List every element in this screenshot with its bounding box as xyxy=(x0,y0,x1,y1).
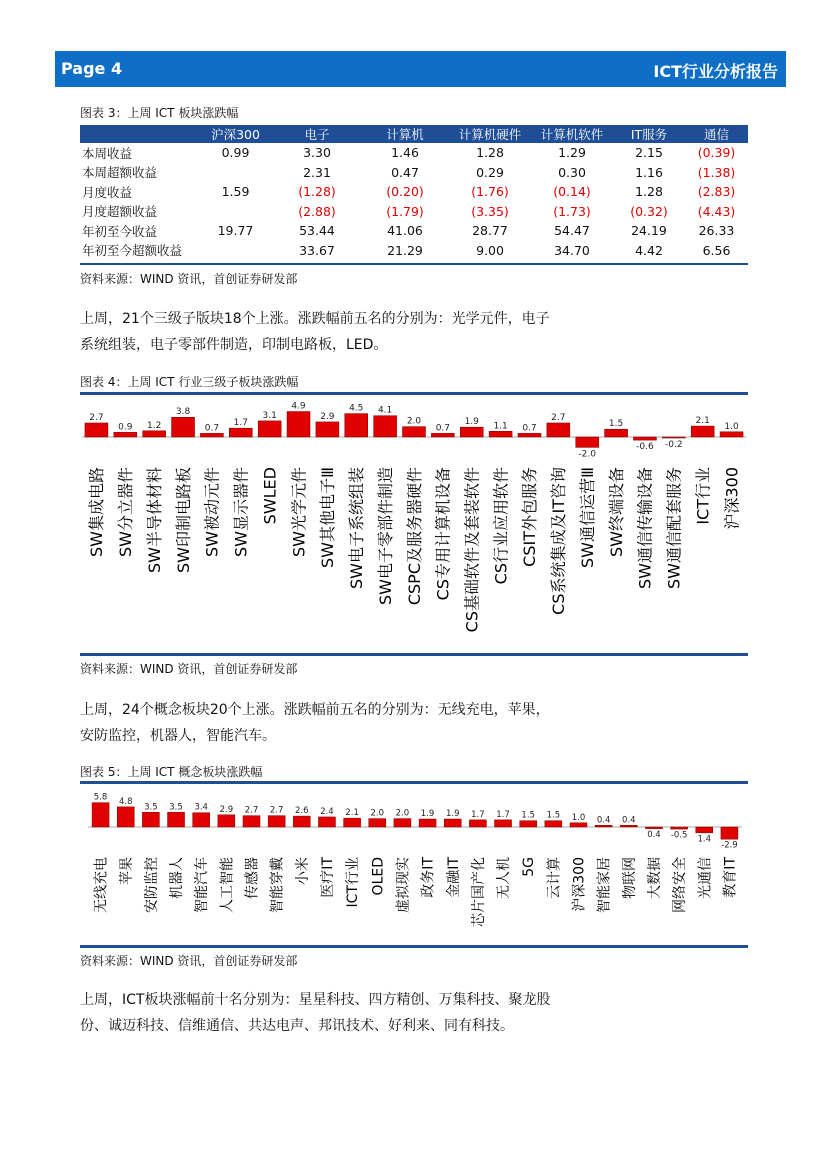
report-title: ICT行业分析报告 xyxy=(653,62,778,81)
data-label: -2.9 xyxy=(721,840,738,851)
bar xyxy=(344,818,361,827)
bar xyxy=(117,807,134,827)
bar xyxy=(469,820,486,827)
data-label: 1.7 xyxy=(496,809,510,820)
subsector-bar-chart xyxy=(80,395,748,653)
category-label: SW光学元件 xyxy=(289,467,309,557)
data-label: 2.6 xyxy=(295,806,309,817)
paragraph-2: 上周，24个概念板块20个上涨。涨跌幅前五名的分别为：无线充电，苹果，安防监控，机器人，智能汽车。 xyxy=(80,702,550,744)
bar xyxy=(114,432,137,437)
column-header: 电子 xyxy=(273,125,361,143)
data-label: 1.5 xyxy=(608,419,624,430)
data-label: 1.2 xyxy=(147,420,162,431)
row-label: 本周超额收益 xyxy=(82,165,158,181)
table-cell: 41.06 xyxy=(387,223,423,239)
table-cell: 53.44 xyxy=(299,223,335,239)
bar xyxy=(394,819,411,827)
table-row xyxy=(80,182,748,202)
category-label: SW终端设备 xyxy=(606,467,626,557)
data-label: -0.6 xyxy=(636,442,654,453)
category-label: 安防监控 xyxy=(143,857,160,913)
table-cell: 1.28 xyxy=(635,184,663,200)
category-label: CSIT外包服务 xyxy=(520,467,540,567)
figure5-bottom-rule xyxy=(80,945,748,948)
table-cell: (1.76) xyxy=(471,184,509,200)
bar xyxy=(345,414,368,437)
page-header xyxy=(55,51,786,87)
ict-sector-table xyxy=(80,125,748,260)
table-cell: (0.20) xyxy=(386,184,424,200)
bar xyxy=(218,815,235,827)
figure4-source: 资料来源：WIND 资讯，首创证券研发部 xyxy=(80,662,298,676)
data-label: 2.0 xyxy=(406,416,422,427)
bar xyxy=(545,821,562,827)
bar xyxy=(645,827,662,829)
category-label: 机器人 xyxy=(169,857,186,899)
table-cell: 1.16 xyxy=(635,164,663,180)
page-number: Page 4 xyxy=(61,59,123,78)
figure3-source: 资料来源：WIND 资讯，首创证券研发部 xyxy=(80,272,298,286)
bar xyxy=(369,819,386,827)
bar xyxy=(518,433,541,437)
paragraph-1: 上周，21个三级子版块18个上涨。涨跌幅前五名的分别为：光学元件，电子系统组装，电子零部件制造，印制电路板，LED。 xyxy=(80,311,550,353)
data-label: 2.7 xyxy=(269,805,284,816)
table-cell: 1.28 xyxy=(476,145,504,161)
paragraph-3: 上周，ICT板块涨幅前十名分别为：星星科技、四方精创、万集科技、聚龙股份、诚迈科技、信维通信、共达电声、邦讯技术、好利来、同有科技。 xyxy=(80,992,551,1034)
category-label: CS系统集成及IT咨询 xyxy=(549,467,569,615)
data-label: 1.7 xyxy=(233,418,248,429)
figure5-title: 图表 5：上周 ICT 概念板块涨跌幅 xyxy=(80,765,263,779)
category-label: 虚拟现实 xyxy=(395,857,412,913)
bar xyxy=(374,416,397,437)
data-label: 3.5 xyxy=(144,802,158,813)
data-label: -0.2 xyxy=(665,440,683,451)
column-header: 计算机软件 xyxy=(531,125,613,143)
bar xyxy=(92,803,109,827)
table-cell: 21.29 xyxy=(387,242,423,258)
data-label: 2.9 xyxy=(219,804,234,815)
data-label: 0.4 xyxy=(647,830,661,841)
category-label: 芯片国产化 xyxy=(470,857,487,927)
table-cell: 3.30 xyxy=(303,145,331,161)
category-label: CSPC及服务器硬件 xyxy=(404,467,424,606)
bar xyxy=(460,427,483,437)
bar xyxy=(444,819,461,827)
data-label: 3.8 xyxy=(175,407,191,418)
data-label: 2.0 xyxy=(370,808,385,819)
category-label: 光通信 xyxy=(697,857,714,899)
category-label: 无人机 xyxy=(496,857,513,899)
column-header: IT服务 xyxy=(613,125,685,143)
bar xyxy=(168,812,185,827)
bar xyxy=(268,816,285,827)
category-label: CS基础软件及套装软件 xyxy=(462,467,482,633)
table-cell: 0.99 xyxy=(221,145,250,161)
data-label: 2.9 xyxy=(320,411,335,422)
data-label: 1.9 xyxy=(420,809,435,820)
table-cell: 34.70 xyxy=(554,242,590,258)
bar xyxy=(547,423,570,437)
bar xyxy=(489,431,512,437)
table-row xyxy=(80,221,748,241)
bar xyxy=(287,412,310,437)
bar xyxy=(293,816,310,827)
category-label: SW通信配套服务 xyxy=(664,467,684,589)
data-label: 1.4 xyxy=(697,834,712,845)
category-label: SW其他电子Ⅲ xyxy=(318,467,338,569)
category-label: 智能家居 xyxy=(596,857,613,913)
bar xyxy=(570,823,587,827)
bar xyxy=(633,437,656,440)
bar xyxy=(142,812,159,827)
category-label: 智能汽车 xyxy=(194,857,211,913)
column-header: 计算机硬件 xyxy=(449,125,531,143)
category-label: 小米 xyxy=(294,857,311,885)
bar xyxy=(229,428,252,437)
bar xyxy=(172,417,195,437)
data-label: 0.9 xyxy=(118,422,133,433)
category-label: ICT行业 xyxy=(693,467,713,525)
bar xyxy=(696,827,713,833)
table-row xyxy=(80,241,748,261)
row-label: 本周收益 xyxy=(82,145,133,161)
bar xyxy=(605,429,628,437)
concept-bar-chart xyxy=(80,784,748,945)
bar xyxy=(316,422,339,437)
category-label: 大数据 xyxy=(647,857,664,899)
data-label: 2.0 xyxy=(395,808,410,819)
bar xyxy=(243,816,260,827)
data-label: -0.5 xyxy=(670,830,688,841)
column-header: 计算机 xyxy=(361,125,449,143)
category-label: SW分立器件 xyxy=(116,467,136,557)
data-label: 1.9 xyxy=(464,417,479,428)
category-label: 智能穿戴 xyxy=(269,857,286,913)
table-cell: 1.29 xyxy=(558,145,586,161)
category-label: 人工智能 xyxy=(219,857,236,913)
row-label: 年初至今超额收益 xyxy=(82,243,183,259)
table-row xyxy=(80,163,748,183)
data-label: 2.1 xyxy=(345,808,359,819)
data-label: 2.1 xyxy=(695,416,710,427)
category-label: SW电子系统组装 xyxy=(347,467,367,589)
category-label: SW通信传输设备 xyxy=(635,467,655,589)
table-cell: 2.31 xyxy=(303,164,331,180)
data-label: 2.7 xyxy=(244,805,259,816)
category-label: 物联网 xyxy=(621,857,638,899)
category-label: 苹果 xyxy=(118,857,135,885)
table-cell: 28.77 xyxy=(472,223,508,239)
bar xyxy=(318,817,335,827)
column-header: 通信 xyxy=(685,125,748,143)
category-label: SW印制电路板 xyxy=(173,467,193,573)
category-label: 医疗IT xyxy=(320,857,337,898)
table-cell: 1.46 xyxy=(391,145,419,161)
bar xyxy=(193,813,210,827)
table-cell: 24.19 xyxy=(631,223,667,239)
bar xyxy=(520,821,537,827)
figure5-source: 资料来源：WIND 资讯，首创证券研发部 xyxy=(80,954,298,968)
row-label: 年初至今收益 xyxy=(82,223,158,239)
category-label: SW通信运营Ⅲ xyxy=(577,467,597,569)
figure3-title: 图表 3：上周 ICT 板块涨跌幅 xyxy=(80,106,239,120)
table-cell: (4.43) xyxy=(697,203,736,219)
row-label: 月度收益 xyxy=(82,184,133,200)
bar xyxy=(258,421,281,437)
bar xyxy=(495,820,512,827)
data-label: 1.7 xyxy=(471,809,485,820)
table-cell: (1.38) xyxy=(697,164,736,180)
data-label: 0.7 xyxy=(522,423,537,434)
data-label: 1.9 xyxy=(445,809,460,820)
table-cell: (1.79) xyxy=(386,203,424,219)
table-cell: 54.47 xyxy=(554,223,590,239)
table-cell: (0.32) xyxy=(630,203,668,219)
data-label: 2.4 xyxy=(320,806,334,817)
table-cell: 4.42 xyxy=(635,242,663,258)
bar xyxy=(671,827,688,829)
table-cell xyxy=(198,202,273,222)
table-cell: (0.39) xyxy=(697,145,736,161)
data-label: 2.7 xyxy=(551,412,566,423)
category-label: 沪深300 xyxy=(722,467,742,530)
category-label: SW半导体材料 xyxy=(144,467,164,573)
data-label: -2.0 xyxy=(578,449,596,460)
figure4-title: 图表 4：上周 ICT 行业三级子板块涨跌幅 xyxy=(80,375,299,389)
category-label: 政务IT xyxy=(420,857,437,898)
data-label: 4.9 xyxy=(291,401,306,412)
table-cell: 0.47 xyxy=(391,164,419,180)
table-cell: (2.83) xyxy=(697,184,736,200)
category-label: ICT行业 xyxy=(345,857,362,908)
category-label: 网络安全 xyxy=(672,857,689,913)
data-label: 2.7 xyxy=(89,412,104,423)
table-cell: 0.30 xyxy=(558,164,586,180)
bar xyxy=(403,427,426,437)
data-label: 0.7 xyxy=(204,423,220,434)
bar xyxy=(662,437,685,438)
bar xyxy=(200,433,223,437)
category-label: 5G xyxy=(521,857,538,877)
category-label: SW被动元件 xyxy=(202,467,222,557)
bar xyxy=(576,437,599,447)
data-label: 1.5 xyxy=(521,810,535,821)
data-label: 0.4 xyxy=(622,815,636,826)
table-cell: 2.15 xyxy=(635,145,663,161)
table-row xyxy=(80,202,748,222)
table3-bottom-rule xyxy=(80,263,748,265)
category-label: SW电子零部件制造 xyxy=(375,467,395,605)
table-cell xyxy=(198,241,273,261)
table-cell: 26.33 xyxy=(698,223,735,239)
column-header: 沪深300 xyxy=(198,125,273,143)
data-label: 1.0 xyxy=(571,812,586,823)
category-label: 无线充电 xyxy=(93,857,110,913)
bar xyxy=(85,423,108,437)
data-label: 1.0 xyxy=(724,421,739,432)
table-cell: (0.14) xyxy=(553,184,591,200)
bar xyxy=(720,432,743,437)
data-label: 5.8 xyxy=(93,792,108,803)
category-label: CS行业应用软件 xyxy=(491,467,511,585)
table-cell: (1.73) xyxy=(553,203,591,219)
bar xyxy=(431,433,454,437)
data-label: 0.7 xyxy=(435,423,451,434)
category-label: 沪深300 xyxy=(571,857,588,912)
table-cell: (1.28) xyxy=(298,184,336,200)
bar xyxy=(620,825,637,827)
category-label: SWLED xyxy=(260,467,280,525)
data-label: 4.5 xyxy=(349,403,364,414)
data-label: 0.4 xyxy=(596,815,611,826)
category-label: 云计算 xyxy=(546,857,563,899)
bar xyxy=(721,827,738,839)
table-cell: 19.77 xyxy=(217,223,254,239)
category-label: 传感器 xyxy=(244,857,261,899)
data-label: 1.1 xyxy=(493,421,508,432)
bar xyxy=(143,431,166,437)
data-label: 3.5 xyxy=(169,802,183,813)
category-label: 教育IT xyxy=(722,857,739,898)
column-header xyxy=(80,125,198,143)
bar xyxy=(691,426,714,437)
table-row xyxy=(80,143,748,163)
row-label: 月度超额收益 xyxy=(82,204,158,220)
table-cell xyxy=(198,163,273,183)
table-cell: (2.88) xyxy=(298,203,336,219)
category-label: SW集成电路 xyxy=(87,467,107,557)
data-label: 4.1 xyxy=(377,405,393,416)
data-label: 3.4 xyxy=(194,802,208,813)
table-cell: 6.56 xyxy=(702,242,731,258)
data-label: 4.8 xyxy=(118,796,133,807)
table-cell: 0.29 xyxy=(476,164,504,180)
category-label: SW显示器件 xyxy=(231,467,251,557)
figure4-bottom-rule xyxy=(80,653,748,656)
data-label: 3.1 xyxy=(262,410,277,421)
category-label: CS专用计算机设备 xyxy=(433,467,453,601)
category-label: OLED xyxy=(370,857,387,896)
data-label: 1.5 xyxy=(546,810,561,821)
bar xyxy=(595,825,612,827)
bar xyxy=(419,819,436,827)
table-cell: 1.59 xyxy=(221,184,250,200)
table-header-row xyxy=(80,125,748,143)
table-cell: 9.00 xyxy=(476,242,504,258)
table-cell: (3.35) xyxy=(471,203,509,219)
category-label: 金融IT xyxy=(445,857,462,898)
table-cell: 33.67 xyxy=(299,242,335,258)
